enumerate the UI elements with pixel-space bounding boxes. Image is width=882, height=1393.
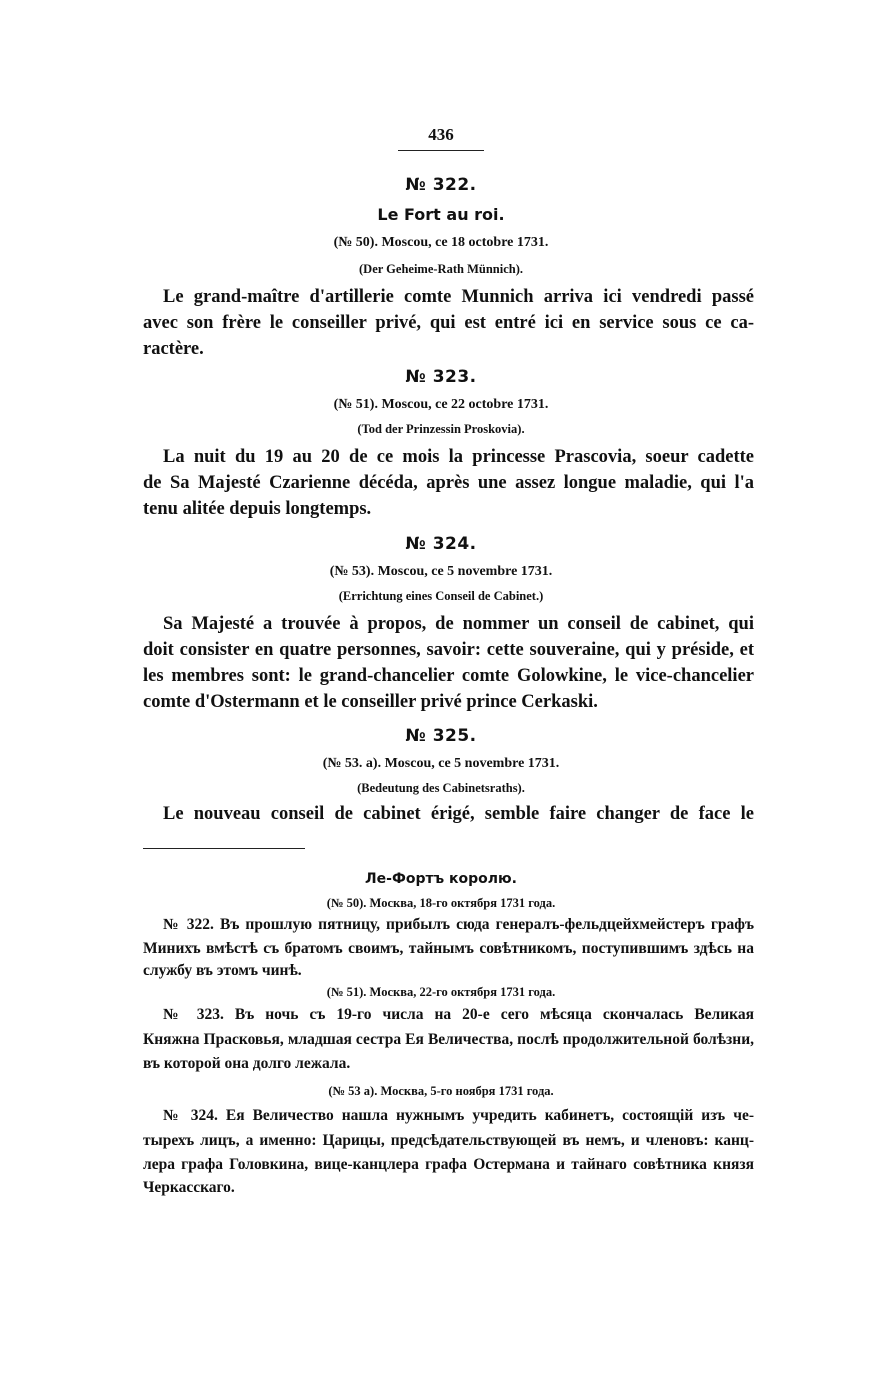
dateline: (№ 53. a). Moscou, ce 5 novembre 1731. <box>322 756 560 771</box>
entry-number: № 325. <box>405 726 477 746</box>
footnote-rule <box>143 848 305 849</box>
subtitle: (Bedeutung des Cabinetsraths). <box>357 781 525 795</box>
russian-dateline: (№ 50). Москва, 18-го октября 1731 года. <box>326 896 556 910</box>
text-line: Le nouveau conseil de cabinet érigé, semble faire changer de face le <box>163 804 754 824</box>
text-line: Le grand-maître d'artillerie comte Munnich arriva ici vendredi passé <box>163 287 754 307</box>
russian-text-line: Минихъ вмѣстѣ съ братомъ своимъ, тайнымъ совѣтникомъ, поступившимъ здѣсь на <box>143 940 754 957</box>
russian-text-line: № 322. Въ прошлую пятницу, прибылъ сюда генералъ-фельдцейхмейстеръ графъ <box>163 916 754 933</box>
text-line: ractère. <box>143 339 204 359</box>
dateline: (№ 51). Moscou, ce 22 octobre 1731. <box>333 397 549 412</box>
subtitle: (Der Geheime-Rath Münnich). <box>359 262 523 276</box>
page-number: 436 <box>428 125 454 144</box>
letter-title: Le Fort au roi. <box>377 205 505 224</box>
text-line: tenu alitée depuis longtemps. <box>143 499 372 519</box>
subtitle: (Tod der Prinzessin Proskovia). <box>357 422 525 436</box>
entry-number: № 322. <box>405 175 477 195</box>
russian-text-line: лера графа Головкина, вице-канцлера графа Остермана и тайнаго совѣтника князя <box>143 1156 754 1173</box>
russian-title: Ле-Фортъ королю. <box>365 871 517 887</box>
page-number-rule <box>398 150 484 151</box>
entry-number: № 323. <box>405 367 477 387</box>
russian-text-line: въ которой она долго лежала. <box>143 1055 351 1072</box>
russian-text-line: № 324. Ея Величество нашла нужнымъ учредить кабинетъ, состоящій изъ че- <box>163 1107 754 1124</box>
russian-dateline: (№ 53 а). Москва, 5-го ноября 1731 года. <box>328 1084 554 1098</box>
dateline: (№ 50). Moscou, ce 18 octobre 1731. <box>333 235 549 250</box>
dateline: (№ 53). Moscou, ce 5 novembre 1731. <box>329 564 553 579</box>
russian-text-line: тырехъ лицъ, а именно: Царицы, предсѣдательствующей въ немъ, и членовъ: канц- <box>143 1132 754 1149</box>
russian-text-line: службу въ этомъ чинѣ. <box>143 962 302 979</box>
text-line: doit consister en quatre personnes, savoir: cette souveraine, qui y préside, et <box>143 640 754 660</box>
russian-dateline: (№ 51). Москва, 22-го октября 1731 года. <box>326 985 556 999</box>
text-line: comte d'Ostermann et le conseiller privé prince Cerkaski. <box>143 692 598 712</box>
text-line: Sa Majesté a trouvée à propos, de nommer un conseil de cabinet, qui <box>163 614 754 634</box>
russian-text-line: Княжна Прасковья, младшая сестра Ея Величества, послѣ продолжительной болѣзни, <box>143 1031 754 1048</box>
russian-text-line: № 323. Въ ночь съ 19-го числа на 20-е сего мѣсяца скончалась Великая <box>163 1006 754 1023</box>
text-line: de Sa Majesté Czarienne décéda, après une assez longue maladie, qui l'a <box>143 473 754 493</box>
text-line: avec son frère le conseiller privé, qui est entré ici en service sous ce ca- <box>143 313 754 333</box>
entry-number: № 324. <box>405 534 477 554</box>
russian-text-line: Черкасскаго. <box>143 1179 235 1196</box>
text-line: La nuit du 19 au 20 de ce mois la princesse Prascovia, soeur cadette <box>163 447 754 467</box>
text-line: les membres sont: le grand-chancelier comte Golowkine, le vice-chancelier <box>143 666 754 686</box>
subtitle: (Errichtung eines Conseil de Cabinet.) <box>338 589 544 603</box>
